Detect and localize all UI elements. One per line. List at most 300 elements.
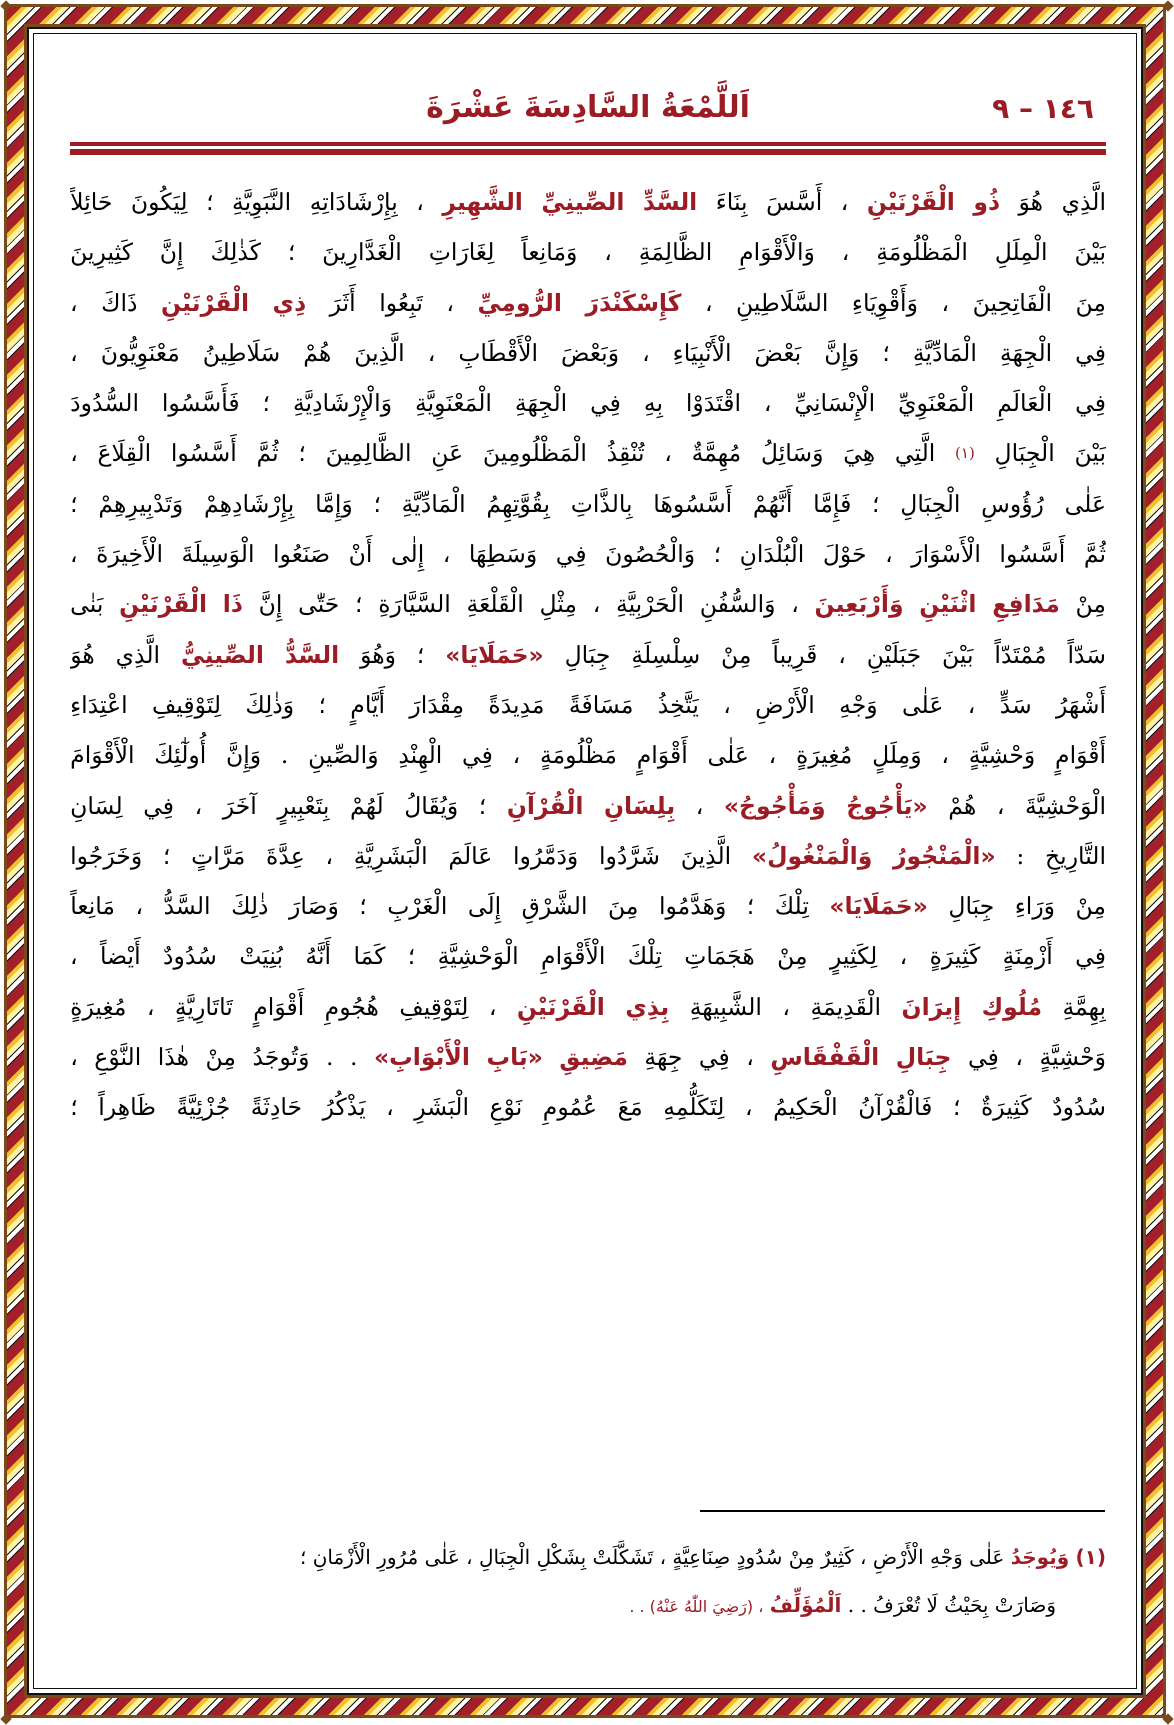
highlighted-term: الصِّينِيِّ: [541, 188, 625, 216]
word: الَّذِينَ: [680, 841, 732, 870]
text-line: [70, 479, 1106, 529]
word: ،: [604, 238, 612, 267]
word: الْحَكِيمُ: [773, 1093, 838, 1122]
word: ،: [488, 992, 497, 1021]
word: السَّيَّارَةِ: [378, 590, 451, 619]
word: الْأَسْوَارَ: [911, 540, 981, 569]
word: فِي: [968, 1043, 999, 1072]
header-rule-thin: [70, 142, 1106, 146]
word: كَمَا: [353, 942, 386, 971]
word: لِتَكَلُّمِهِ: [663, 1093, 725, 1122]
word: إِنَّ: [258, 590, 283, 619]
word: يَتَّخِذُ: [657, 690, 699, 719]
word: هُمْ: [303, 338, 332, 367]
highlighted-term: الْأَبْوَابِ»: [373, 1043, 470, 1072]
word: مَظْلُومَةٍ: [540, 741, 617, 770]
word: مِنْ: [205, 1043, 237, 1072]
word: .: [325, 1043, 334, 1072]
word: ذَاكَ: [101, 288, 138, 317]
word: الْجِهَةِ: [999, 338, 1053, 367]
word: رُؤُوسِ: [981, 489, 1044, 518]
word: ؛: [298, 439, 306, 468]
word: ،: [446, 288, 454, 317]
word: ؛: [478, 791, 487, 820]
highlighted-term: مَضِيقِ: [559, 1043, 628, 1072]
word: هِيَ: [843, 439, 876, 468]
word: ،: [763, 389, 772, 418]
highlighted-term: مُلُوكِ: [981, 992, 1042, 1021]
word: الْمَادِّيَّةِ: [401, 489, 466, 518]
word: إِلَى: [467, 892, 502, 921]
word: الْجِبَالِ: [900, 489, 961, 518]
footnote-honorific: ، (رَضِيَ اللّٰهُ عَنْهُ) . .: [629, 1597, 764, 1616]
word: .: [349, 1043, 358, 1072]
word: أَنَّهُمْ: [752, 489, 793, 518]
word: الْمَعْنَوِيِّ: [898, 389, 975, 418]
word: تُنْقِذُ: [606, 439, 645, 468]
word: النَّوْعِ: [94, 1043, 142, 1072]
word: مِنْ: [1075, 590, 1106, 619]
word: قَرِيباً: [772, 640, 818, 669]
word: مَسَافَةً: [568, 690, 634, 719]
highlighted-term: السَّدِّ: [642, 188, 698, 216]
word: الْوَسِيلَةَ: [181, 540, 255, 569]
word: ،: [899, 942, 908, 971]
word: فِي: [1075, 942, 1106, 971]
word: ،: [70, 439, 78, 468]
text-line: [70, 177, 1106, 227]
word: ،: [782, 992, 790, 1021]
word: حَتّٰى: [298, 590, 340, 619]
text-line: [70, 428, 1106, 478]
word: بِإِرْشَادَاتِهِ: [309, 188, 398, 216]
word: لَهُمْ: [350, 791, 384, 820]
highlighted-term: إِيرَانَ: [901, 992, 962, 1021]
word: تِلْكَ: [774, 892, 809, 921]
footnote-separator: [700, 1510, 1105, 1512]
footnote-keyword: وَيُوجَدُ: [1010, 1545, 1070, 1569]
word: وَمِلَلٍ: [872, 741, 922, 770]
highlighted-term: وَالْمَنْغُولُ»: [751, 841, 873, 870]
word: بُنِيَتْ: [239, 942, 284, 971]
header-rule-thick: [70, 149, 1106, 155]
word: أَسَّسُوا: [170, 439, 237, 468]
word: وَسَائِلُ: [760, 439, 824, 468]
word: فَإِمَّا: [813, 489, 852, 518]
word: ؛: [872, 489, 880, 518]
word: أُولٰٓئِكَ: [154, 741, 207, 770]
word: هَجَمَاتِ: [684, 942, 755, 971]
word: أَيَّامٍ: [350, 690, 386, 719]
highlighted-term: وَمَأْجُوجُ»: [723, 791, 826, 820]
footnote-ref: (١): [955, 444, 975, 463]
footnote-line-1-content: [300, 1533, 1106, 1581]
word: عِدَّةَ: [266, 841, 305, 870]
word: وَأَقْوِيَاءِ: [851, 288, 918, 317]
word: اقْتَدَوْا: [685, 389, 741, 418]
highlighted-term: الْقَرْنَيْنِ: [119, 590, 208, 619]
text-line: [70, 982, 1106, 1032]
word: جُزْئِيَّةً: [176, 1093, 231, 1122]
word: وَهُوَ: [360, 640, 396, 669]
word: ،: [941, 741, 949, 770]
word: آخَرَ: [222, 791, 257, 820]
word: الْأَنْبِيَاءِ: [672, 338, 732, 367]
word: وَدَمَّرُوا: [513, 841, 579, 870]
word: إِنَّ: [159, 238, 184, 267]
word: هٰذَا: [157, 1043, 190, 1072]
page-content: [70, 80, 1106, 1133]
word: الْمَظْلُومَةِ: [876, 238, 968, 267]
highlighted-term: الرُّومِيِّ: [477, 288, 562, 317]
word: ،: [592, 590, 601, 619]
word: هُوَ: [70, 640, 95, 669]
word: ،: [442, 540, 451, 569]
word: ،: [996, 791, 1005, 820]
word: أَسَّسُوهَا: [653, 489, 733, 518]
highlighted-term: ذَا: [222, 590, 243, 619]
word: عَالَمَ: [448, 841, 493, 870]
page-header: [70, 80, 1106, 142]
word: ثُمَّ: [256, 439, 279, 468]
word: مِقْدَارَ: [409, 690, 465, 719]
word: أَسَّسَ: [766, 188, 823, 216]
text-line: [70, 831, 1106, 881]
word: السُّدُودَ: [70, 389, 139, 418]
word: ،: [664, 439, 672, 468]
highlighted-term: الْقَرْنَيْنِ: [866, 188, 955, 216]
word: يَذْكُرُ: [322, 1093, 366, 1122]
word: فِي: [143, 791, 175, 820]
word: وَالْحُصُونَ: [605, 540, 696, 569]
highlighted-term: الْقَرْنَيْنِ: [161, 288, 250, 317]
word: بِالذَّاتِ: [570, 489, 633, 518]
word: بِهِمَّةِ: [1062, 992, 1106, 1021]
word: الَّذِي: [115, 640, 161, 669]
word: حَوْلَ: [822, 540, 867, 569]
word: ؛: [70, 489, 78, 518]
word: الَّذِينَ: [354, 338, 405, 367]
word: ؛: [373, 489, 381, 518]
word: الْمَظْلُومِينَ: [482, 439, 587, 468]
chapter-title: اَللَّمْعَةُ السَّادِسَةَ عَشْرَةَ: [426, 90, 750, 125]
word: ؛: [713, 540, 722, 569]
text-line: [70, 1032, 1106, 1082]
word: الظَّالِمِينَ: [325, 439, 412, 468]
word: ،: [768, 741, 777, 770]
word: ،: [744, 1093, 753, 1122]
word: ؛: [162, 841, 171, 870]
word: سِلْسِلَةِ: [631, 640, 701, 669]
word: تِلْكَ: [627, 942, 662, 971]
word: ،: [967, 690, 976, 719]
word: وَبَعْضَ: [561, 338, 620, 367]
word: الْقِلَاعَ: [97, 439, 152, 468]
word: سَدّاً: [1067, 640, 1106, 669]
word: فِي: [1075, 338, 1106, 367]
text-line: [70, 378, 1106, 428]
word: بَعْضَ: [754, 338, 802, 367]
word: النَّبَوِيَّةِ: [232, 188, 292, 216]
word: الَّتِي: [894, 439, 936, 468]
word: الْإِنْسَانِيِّ: [794, 389, 876, 418]
word: كَثِيرَةٌ: [980, 1093, 1032, 1122]
word: ؛: [407, 942, 416, 971]
text-line: [70, 529, 1106, 579]
word: بِتَعْبِيرٍ: [277, 791, 330, 820]
word: الْأَخِيرَةَ: [96, 540, 163, 569]
word: مَرَّاتٍ: [191, 841, 246, 870]
word: ،: [70, 338, 78, 367]
word: نَوْعِ: [489, 1093, 523, 1122]
word: ،: [70, 540, 78, 569]
highlighted-term: الْقَرْنَيْنِ: [516, 992, 605, 1021]
word: كَثِيرَةٍ: [929, 942, 981, 971]
word: وَالْإِرْشَادِيَّةِ: [292, 389, 393, 418]
word: الْمِلَلِ: [994, 238, 1048, 267]
word: صَنَعُوا: [273, 540, 331, 569]
text-line: [70, 328, 1106, 378]
word: مَعَ: [617, 1093, 643, 1122]
word: مِنْ: [721, 640, 752, 669]
word: .: [280, 741, 289, 770]
word: الْغَرْبِ: [387, 892, 448, 921]
word: وَالْأَقْوَامِ: [739, 238, 815, 267]
word: هُجُومِ: [324, 992, 379, 1021]
highlighted-term: الصِّينِيُّ: [180, 640, 264, 669]
word: أَقْوَامٍ: [253, 992, 305, 1021]
word: الظَّالِمَةِ: [638, 238, 713, 267]
word: وَرَاءِ: [1014, 892, 1056, 921]
word: بِهِ: [643, 389, 663, 418]
word: هُوَ: [1018, 188, 1044, 216]
word: الْعَالَمِ: [997, 389, 1053, 418]
word: الْأَرْضِ: [755, 690, 815, 719]
word: أَيْضاً: [100, 942, 141, 971]
word: سُدُودٌ: [163, 942, 217, 971]
text-line: [70, 227, 1106, 277]
footnote-author: اَلْمُؤَلِّفُ: [769, 1593, 842, 1617]
word: بِنَاءَ: [715, 188, 748, 216]
word: مَانِعاً: [70, 892, 116, 921]
word: ،: [70, 288, 78, 317]
word: ،: [427, 338, 436, 367]
word: مِنَ: [607, 892, 639, 921]
word: فِي: [590, 389, 621, 418]
word: ذٰلِكَ: [231, 892, 269, 921]
word: الشَّبِيهَةِ: [689, 992, 762, 1021]
word: عَلٰى: [707, 741, 749, 770]
text-line: [70, 579, 1106, 629]
highlighted-term: ذُو: [973, 188, 1001, 216]
word: الْجِبَالِ: [994, 439, 1055, 468]
text-line: [70, 881, 1106, 931]
word: الْغَدَّارِينَ: [322, 238, 402, 267]
word: ؛: [882, 338, 890, 367]
word: بَنٰى: [70, 590, 104, 619]
word: مَدِيدَةً: [488, 690, 545, 719]
word: الْمَادِّيَّةِ: [912, 338, 977, 367]
word: ؛: [355, 590, 363, 619]
word: ،: [70, 1043, 78, 1072]
word: أَقْوَامٍ: [636, 741, 688, 770]
word: لِيَكُونَ: [130, 188, 188, 216]
word: كَثِيرِينَ: [70, 238, 133, 267]
word: وَهَدَّمُوا: [658, 892, 727, 921]
word: عَلٰى: [901, 690, 944, 719]
highlighted-term: اثْنَيْنِ: [919, 590, 977, 619]
word: أَسَّسُوا: [999, 540, 1066, 569]
word: ؛: [318, 690, 326, 719]
word: ؛: [746, 892, 755, 921]
word: ،: [695, 791, 704, 820]
highlighted-term: بِلِسَانِ: [603, 791, 676, 820]
word: الْبَشَرِ: [414, 1093, 469, 1122]
word: الْبَشَرِيَّةِ: [353, 841, 428, 870]
word: وَالصِّينِ: [308, 741, 379, 770]
word: لِتَوْقِيفِ: [399, 992, 469, 1021]
text-line: [70, 630, 1106, 680]
word: السَّدُّ: [163, 892, 211, 921]
word: الْقَدِيمَةِ: [810, 992, 882, 1021]
word: بِقُوَّتِهِمُ: [486, 489, 550, 518]
highlighted-term: الشَّهِيرِ: [442, 188, 523, 216]
word: تَبِعُوا: [379, 288, 423, 317]
word: ،: [838, 640, 846, 669]
word: ؛: [952, 1093, 961, 1122]
word: سُدُودٌ: [1052, 1093, 1106, 1122]
word: وَسَطِهَا: [468, 540, 538, 569]
footnote: [70, 1533, 1106, 1629]
word: ،: [746, 1043, 754, 1072]
word: وَإِنَّ: [226, 741, 262, 770]
word: وَذٰلِكَ: [245, 690, 295, 719]
word: السَّلَاطِينِ: [736, 288, 829, 317]
word: وَتَدْبِيرِهِمْ: [98, 489, 184, 518]
word: أَزْمِنَةٍ: [1002, 942, 1053, 971]
word: الْمَعْنَوِيَّةِ: [414, 389, 492, 418]
highlighted-term: جِبَالِ: [895, 1043, 952, 1072]
word: عَلٰى: [1064, 489, 1106, 518]
word: ،: [416, 188, 424, 216]
word: فِي: [1075, 389, 1106, 418]
highlighted-term: السَّدُّ: [284, 640, 340, 669]
word: الْوَحْشِيَّةِ: [437, 942, 519, 971]
word: الْبُلْدَانِ: [739, 540, 805, 569]
footnote-text-2: وَصَارَتْ بِحَيْثُ لَا تُعْرَفُ . .: [847, 1593, 1056, 1617]
word: أَنْ: [348, 540, 373, 569]
word: الْأَقْوَامَ: [70, 741, 135, 770]
highlighted-term: مَدَافِعِ: [992, 590, 1060, 619]
word: ،: [1015, 1043, 1023, 1072]
highlighted-term: «الْمَنْجُورُ: [893, 841, 996, 870]
word: بَيْنَ: [1074, 238, 1106, 267]
word: جِبَالِ: [564, 640, 611, 669]
text-line: [70, 680, 1106, 730]
word: ظَاهِراً: [98, 1093, 156, 1122]
word: ؛: [287, 238, 296, 267]
word: ،: [841, 238, 850, 267]
word: سَلَاطِينُ: [202, 338, 281, 367]
highlighted-term: «حَمَلَايَا»: [829, 892, 928, 921]
word: أَنَّهُ: [305, 942, 332, 971]
word: الْوَحْشِيَّةَ: [1024, 791, 1106, 820]
text-line: [70, 781, 1106, 831]
text-line: [70, 1082, 1106, 1132]
word: مُمْتَدّاً: [994, 640, 1047, 669]
word: حَائِلاً: [70, 188, 113, 216]
word: اعْتِدَاءِ: [70, 690, 128, 719]
word: وَمَانِعاً: [521, 238, 578, 267]
word: جِهَةِ: [644, 1043, 683, 1072]
highlighted-term: بِذِي: [625, 992, 670, 1021]
word: مِنْ: [1075, 892, 1106, 921]
highlighted-term: كَإِسْكَنْدَرَ: [585, 288, 682, 317]
word: مُغِيرَةٍ: [796, 741, 853, 770]
word: مِنْ: [777, 942, 808, 971]
word: فِي: [555, 540, 587, 569]
word: وَإِمَّا: [315, 489, 353, 518]
highlighted-term: وَأَرْبَعِينَ: [814, 590, 904, 619]
footnote-marker: (١): [1075, 1545, 1106, 1569]
word: الْجِهَةِ: [514, 389, 568, 418]
word: بِإِرْشَادِهِمْ: [203, 489, 295, 518]
word: عَنِ: [431, 439, 464, 468]
word: الْهِنْدِ: [398, 741, 443, 770]
highlighted-term: «حَمَلَايَا»: [445, 640, 544, 669]
word: ،: [791, 590, 799, 619]
word: ،: [70, 942, 78, 971]
word: ،: [840, 188, 849, 216]
footnote-line-2: [70, 1581, 1106, 1629]
text-line: [70, 931, 1106, 981]
word: إِلٰى: [390, 540, 425, 569]
word: ؛: [262, 389, 271, 418]
word: ،: [146, 992, 155, 1021]
word: مِنَ: [1075, 288, 1106, 317]
word: سَدٍّ: [999, 690, 1032, 719]
word: مَعْنَوِيُّونَ: [100, 338, 180, 367]
text-line: [70, 730, 1106, 780]
word: مُهِمَّةٌ: [691, 439, 742, 468]
word: :: [1016, 841, 1025, 870]
word: مُغِيرَةٍ: [70, 992, 127, 1021]
word: وَصَارَ: [289, 892, 339, 921]
word: ،: [325, 841, 334, 870]
word: حَادِثَةً: [250, 1093, 303, 1122]
text-line: [70, 278, 1106, 328]
word: الَّذِي: [1061, 188, 1106, 216]
word: ،: [885, 540, 893, 569]
word: أَثَرَ: [329, 288, 356, 317]
word: وَيُقَالُ: [404, 791, 459, 820]
page-reference: ١٤٦ – ٩: [992, 92, 1094, 125]
highlighted-term: «بَابِ: [486, 1043, 543, 1072]
word: ،: [941, 288, 950, 317]
word: فَأَسَّسُوا: [161, 389, 240, 418]
word: الْفَاتِحِينَ: [972, 288, 1052, 317]
word: ،: [704, 288, 713, 317]
word: بَيْنَ: [942, 640, 974, 669]
word: ،: [642, 338, 650, 367]
word: فِي: [462, 741, 493, 770]
word: ؛: [359, 892, 367, 921]
word: كَذٰلِكَ: [210, 238, 261, 267]
word: لِسَانِ: [70, 791, 123, 820]
highlighted-term: الْقَفْقَاسِ: [770, 1043, 880, 1072]
word: ؛: [70, 1093, 78, 1122]
word: ثُمَّ: [1083, 540, 1106, 569]
